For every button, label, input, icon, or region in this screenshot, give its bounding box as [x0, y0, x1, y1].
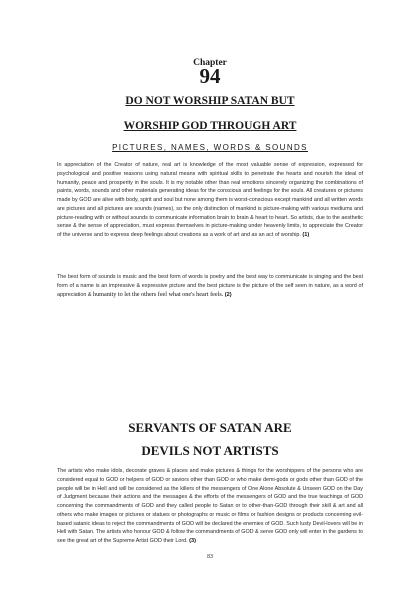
chapter-title-line-1: DO NOT WORSHIP SATAN BUT	[125, 95, 295, 107]
chapter-subtitle: PICTURES, NAMES, WORDS & SOUNDS	[112, 143, 308, 152]
page-number: 83	[206, 554, 214, 560]
paragraph-2-text: The best form of sounds is music and the best form of words is poetry and the best way to communicate is singing and the best form of a name is an impressive & expressive picture and the best picture is the picture of the self seen in nature, as a word of appreciation &	[57, 274, 363, 298]
paragraph-2-tail: humanity to let the others feel what one's heart feels.	[92, 290, 224, 298]
chapter-title-line-2: WORSHIP GOD THROUGH ART	[123, 120, 297, 132]
paragraph-3-reference: (3)	[189, 538, 196, 544]
paragraph-3-text: The artists who make idols, decorate graves & places and make pictures & things for the worshippers of the persons who are considered equal to GOD or helpers of GOD or saviors other than GOD or who make demi-gods or gods other than GOD of the people will be in Hell and will be considered as the killers of the messengers of One Alone Absolute & Unseen GOD on the Day of Judgment because their actions and the messages & the efforts of the messengers of GOD and the true teachings of GOD concerning the commandments of GOD and they called people to Satan or to other-than-GOD through their skill & art and all others who make images or pictures or statues or photographs or music or films or fashion designs or products concerning evil-based satanic ideas to reject the commandments of GOD will be declared the enemies of GOD. Such lusty Devil-lovers will be in Hell with Satan. The artists who honour GOD & follow the commandments of GOD & serve GOD only will enter in the gardens to see the great art of the Supreme Artist GOD their Lord.	[57, 468, 363, 544]
paragraph-2	[57, 273, 363, 299]
section-title-line-1: SERVANTS OF SATAN ARE	[128, 420, 292, 435]
paragraph-1-reference: (1)	[302, 232, 310, 238]
chapter-label: Chapter	[193, 58, 227, 68]
section-title-line-2: DEVILS NOT ARTISTS	[141, 443, 279, 458]
paragraph-2-reference: (2)	[224, 291, 232, 298]
paragraph-3	[57, 467, 363, 546]
paragraph-1	[57, 161, 363, 240]
paragraph-1-text: In appreciation of the Creator of nature, real art is knowledge of the most valuable sense of expression, expressed for psychological and positive reasons using natural means with spiritual skills to penetrate the hearts and nourish the ideal of humanity, peace and prosperity in the souls. It is my notable other than real emotions sincerely organizing the combinations of paints, words, sounds and other materials generating ideas for the conscious and feelings for the souls. All creatures or pictures made by GOD are alive with body, spirit and soul but none among them is worst-conscious except mankind and all written words are pictures and all pictures are sounds (names), so the only distinction of mankind is picture-making with various mediums and picture-reading with or without sounds to communicate information brain to brain & heart to heart. So artists, due to the aesthetic sense & the sense of appreciation, must express themselves in picture-making under heavenly limits, to appreciate the Creator of the universe and to express deep feelings about creations as a work of art and as an act of worship.	[57, 162, 363, 238]
chapter-number: 94	[199, 64, 221, 88]
